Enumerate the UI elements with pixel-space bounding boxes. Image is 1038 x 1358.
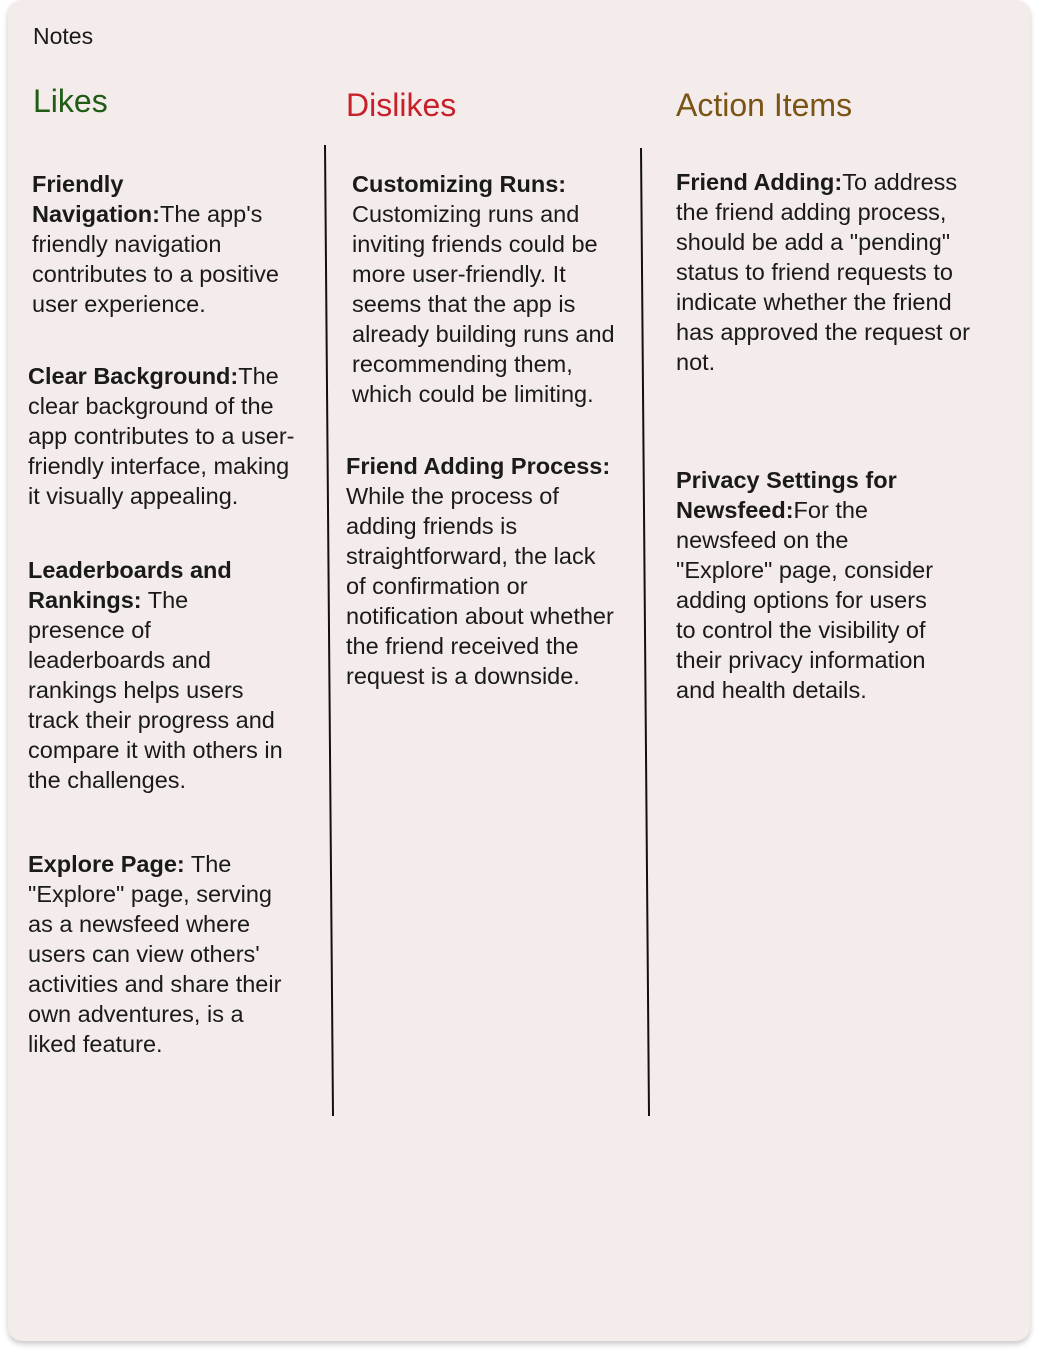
like-note-clear-background [28, 361, 300, 511]
note-body: The presence of leaderboards and rankings helps users track their progress and compare it with others in the challenges. [28, 587, 283, 793]
dislikes-heading: Dislikes [346, 87, 457, 123]
dislike-note-customizing-runs [352, 169, 622, 409]
note-body: Customizing runs and inviting friends could be more user-friendly. It seems that the app is already building runs and recommending them, which could be limiting. [352, 201, 615, 407]
like-note-friendly-navigation [32, 169, 297, 319]
like-note-explore-page [28, 849, 293, 1059]
note-title: Clear Background: [28, 363, 239, 389]
page-title: Notes [33, 23, 94, 49]
dislike-note-friend-adding [346, 451, 614, 691]
note-body: The app's friendly navigation contributes to a positive user experience. [32, 201, 279, 317]
note-body: For the newsfeed on the "Explore" page, consider adding options for users to control the visibility of their privacy information and health details. [676, 497, 934, 703]
note-body: The clear background of the app contributes to a user-friendly interface, making it visually appealing. [28, 363, 295, 509]
note-title: Privacy Settings for Newsfeed: [676, 467, 897, 523]
note-title: Friend Adding Process: [346, 453, 611, 479]
action-note-privacy-settings [676, 465, 946, 705]
note-body: While the process of adding friends is straightforward, the lack of confirmation or notification about whether the friend received the request is a downside. [346, 483, 614, 689]
action-note-friend-adding [676, 167, 986, 377]
action-items-heading: Action Items [676, 87, 853, 123]
note-title: Friend Adding: [676, 169, 843, 195]
note-title: Leaderboards and Rankings: [28, 557, 232, 613]
note-title: Customizing Runs: [352, 171, 567, 197]
likes-heading: Likes [33, 83, 108, 119]
like-note-leaderboards [28, 555, 290, 795]
note-body: To address the friend adding process, should be add a "pending" status to friend requests to indicate whether the friend has approved the request or not. [676, 169, 970, 375]
note-title: Friendly Navigation: [32, 171, 160, 227]
note-body: The "Explore" page, serving as a newsfeed where users can view others' activities and share their own adventures, is a liked feature. [28, 851, 282, 1057]
note-title: Explore Page: [28, 851, 185, 877]
